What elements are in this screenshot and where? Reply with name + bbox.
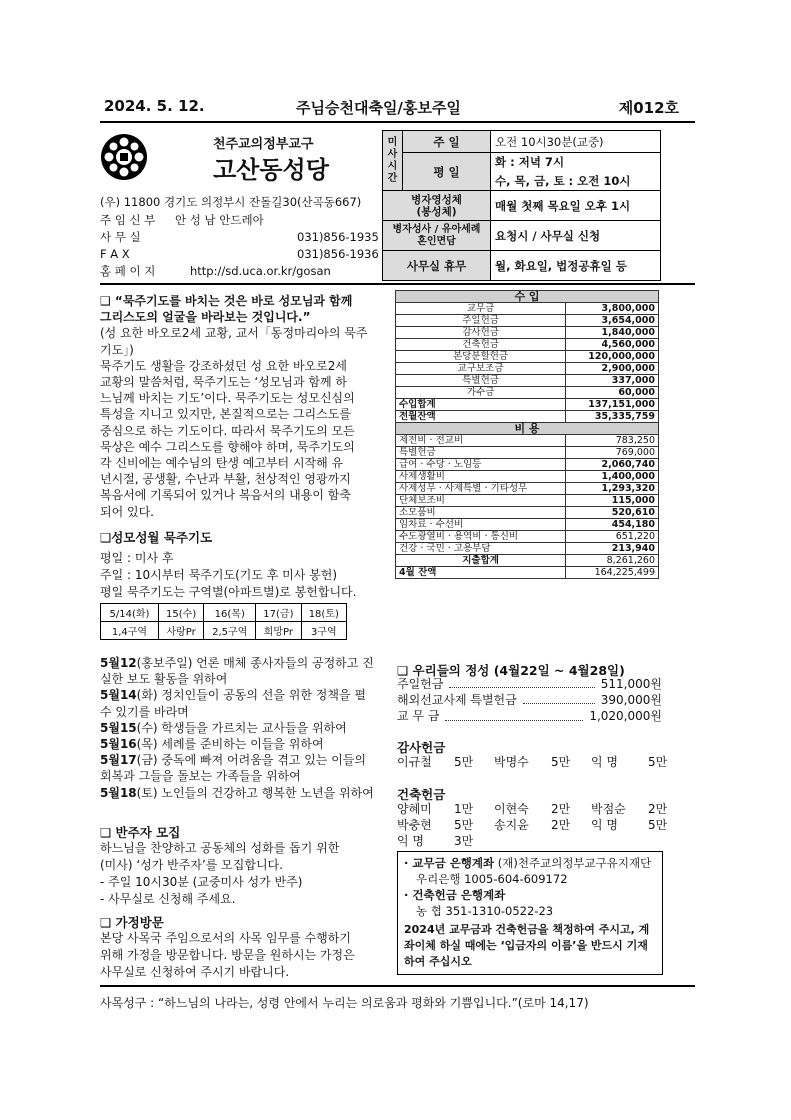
- dues-bank-holder: (재)천주교의정부교구유지재단: [494, 856, 652, 870]
- website-link[interactable]: http://sd.uca.or.kr/gosan: [190, 264, 331, 278]
- may-rosary-note: 평일 묵주기도는 구역별(아파트별)로 봉헌합니다.: [100, 585, 357, 599]
- dotted-leader: [523, 692, 595, 704]
- bulletin-header: [100, 93, 695, 123]
- expense-item: 제전비 · 전교비: [396, 435, 566, 447]
- accompanist-line-3: - 주일 10시30분 (교중미사 성가 반주): [100, 875, 303, 889]
- donor-entry: [591, 801, 688, 817]
- donor-name: 익 명: [397, 834, 424, 849]
- accompanist-line-2: (미사) ‘성가 반주자’를 모집합니다.: [100, 858, 283, 872]
- mass-times-label: 미 사 시 간: [383, 131, 403, 191]
- donor-entry: [494, 817, 591, 833]
- expense-amount: 115,000: [566, 495, 659, 507]
- bank-note-1: 2024년 교무금과 건축헌금을 책정하여 주시고, 계: [404, 923, 650, 936]
- income-amount: 2,900,000: [566, 363, 659, 375]
- expense-item: 사제생활비: [396, 471, 566, 483]
- donor-name: 송지윤: [494, 818, 529, 833]
- bank-note-2: 좌이체 하실 때에는 ‘입금자의 이름’을 반드시 기재: [404, 939, 648, 952]
- expense-amount: 651,220: [566, 531, 659, 543]
- office-phone: 031)856-1935: [297, 230, 379, 244]
- top-divider: [100, 283, 695, 285]
- expense-item: 소모품비: [396, 507, 566, 519]
- thanks-title: 감사헌금: [397, 740, 446, 755]
- income-amount: 337,000: [566, 375, 659, 387]
- dues-bank-title: · 교무금 은행계좌: [404, 856, 495, 870]
- income-total: 137,151,000: [566, 399, 659, 411]
- bottom-divider: [100, 985, 695, 987]
- donor-amount: 5만: [454, 818, 474, 833]
- donor-amount: 5만: [551, 755, 571, 769]
- intention-text: (토) 노인들의 건강하고 행복한 노년을 위하여: [136, 785, 374, 800]
- home-visit-line-3: 사무실로 신청하여 주시기 바랍니다.: [100, 965, 290, 979]
- income-item: 교구보조금: [396, 363, 566, 375]
- donor-amount: 2만: [551, 818, 571, 833]
- rosary-body-line: 되어 있다.: [100, 504, 154, 519]
- donor-entry: [591, 817, 688, 833]
- intention-text: (목) 세례를 준비하는 이들을 위하여: [136, 737, 324, 752]
- intention-date: 5월16: [100, 737, 137, 752]
- issue-number: 제012호: [618, 99, 679, 117]
- dotted-leader: [445, 708, 583, 720]
- offering-label: 교 무 금: [397, 709, 440, 724]
- intention-text: (금) 중독에 빠져 어려움을 겪고 있는 이들의: [136, 753, 366, 768]
- bank-info-box: [397, 851, 663, 975]
- intention-text: (수) 학생들을 가르치는 교사들을 위하여: [136, 720, 347, 735]
- expense-amount: 213,940: [566, 543, 659, 555]
- intention-text-cont: 회복과 그들을 돌보는 가족들을 위하여: [100, 769, 301, 784]
- offering-row: [397, 676, 662, 692]
- offering-list: [397, 676, 662, 725]
- expense-item: 임차료 · 수선비: [396, 519, 566, 531]
- donor-entry: [397, 817, 494, 833]
- rosary-body-line: 느님께 바치는 기도’이다. 묵주기도는 성모신심의: [100, 391, 355, 406]
- intention-item: [100, 736, 375, 752]
- fax-number: 031)856-1936: [297, 247, 379, 261]
- fax-label: F A X: [100, 247, 130, 261]
- may-rosary-weekday: 평일 : 미사 후: [100, 551, 174, 565]
- schedule-group: 사랑Pr: [158, 622, 203, 640]
- donor-entry: [397, 833, 494, 849]
- sacrament-label: 병자성사 / 유아세례 혼인면담: [383, 221, 491, 251]
- donor-name: 익 명: [591, 818, 618, 833]
- expense-amount: 454,180: [566, 519, 659, 531]
- office-label: 사 무 실: [100, 230, 141, 244]
- home-visit-title: ❑ 가정방문: [100, 915, 164, 930]
- finance-table: [395, 290, 659, 579]
- expense-item: 특별헌금: [396, 447, 566, 459]
- donor-row: [397, 817, 697, 833]
- diocese-logo-icon: [100, 133, 148, 181]
- donor-name: 박명수: [494, 755, 529, 769]
- income-amount: 1,840,000: [566, 327, 659, 339]
- thanks-list: [397, 754, 697, 770]
- intention-text-cont: 실한 보도 활동을 위하여: [100, 672, 228, 687]
- offering-label: 주일헌금: [397, 677, 444, 691]
- donor-entry: [397, 801, 494, 817]
- accompanist-title: ❑ 반주자 모집: [100, 825, 181, 840]
- may-rosary-title: ❑성모성월 묵주기도: [100, 530, 213, 545]
- income-amount: 3,654,000: [566, 315, 659, 327]
- sunday-time: 오전 10시30분(교중): [491, 131, 661, 153]
- donor-row: [397, 801, 697, 817]
- expense-item: 급여 · 수당 · 노임등: [396, 459, 566, 471]
- accompanist-line-4: - 사무실로 신청해 주세요.: [100, 892, 236, 906]
- schedule-group: 희망Pr: [256, 622, 301, 640]
- schedule-group: 2,5구역: [204, 622, 256, 640]
- weekday-time-tue: 화 : 저녁 7시: [491, 153, 661, 172]
- expense-amount: 520,610: [566, 507, 659, 519]
- offering-amount: 1,020,000원: [589, 709, 662, 724]
- rosary-body-line: 묵주기도 생활을 강조하셨던 성 요한 바오로2세: [100, 358, 347, 373]
- donor-row: [397, 754, 697, 770]
- donor-amount: 2만: [551, 802, 571, 816]
- income-header: 수 입: [396, 291, 659, 303]
- donor-amount: 3만: [454, 834, 474, 849]
- expense-amount: 2,060,740: [566, 459, 659, 471]
- income-item: 특별헌금: [396, 375, 566, 387]
- website-label: 홈 페 이 지: [100, 264, 156, 278]
- rosary-body-line: 복음서에 기록되어 있거나 복음서의 내용이 함축: [100, 488, 351, 503]
- home-visit-line-2: 위해 가정을 방문합니다. 방문을 원하시는 가정은: [100, 948, 355, 962]
- donor-row: [397, 833, 697, 849]
- expense-total-label: 지출합계: [396, 555, 566, 567]
- expense-item: 사제성무 · 사제특별 · 기타성무: [396, 483, 566, 495]
- expense-item: 수도광열비 · 용역비 · 통신비: [396, 531, 566, 543]
- rosary-body-line: 특성을 지니고 있지만, 본질적으로는 그리스도를: [100, 407, 351, 422]
- sacrament-info: 요청시 / 사무실 신청: [491, 221, 661, 251]
- schedule-group: 3구역: [301, 622, 346, 640]
- donor-name: 이현숙: [494, 802, 529, 816]
- dues-bank-account: 우리은행 1005-604-609172: [416, 872, 568, 886]
- intention-date: 5월15: [100, 720, 137, 735]
- donor-amount: 2만: [648, 802, 668, 816]
- rosary-body-line: 중심으로 하는 기도이다. 따라서 묵주기도의 모든: [100, 423, 355, 438]
- schedule-day: 18(토): [301, 604, 346, 622]
- bank-note-3: 하여 주십시오: [404, 955, 472, 968]
- offering-row: [397, 708, 662, 724]
- bulletin-date: 2024. 5. 12.: [104, 97, 205, 115]
- donor-amount: 1만: [454, 802, 474, 816]
- expense-header: 비 용: [396, 423, 659, 435]
- donor-name: 박충현: [397, 818, 432, 833]
- intention-item: [100, 720, 375, 736]
- rosary-schedule-table: [100, 603, 347, 640]
- bulletin-title: 주님승천대축일/홍보주일: [296, 99, 461, 117]
- rosary-title-1: ❑ “묵주기도를 바치는 것은 바로 성모님과 함께: [100, 294, 353, 308]
- accompanist-line-1: 하느님을 찬양하고 공동체의 성화를 돕기 위한: [100, 841, 340, 855]
- home-visit-line-1: 본당 사목국 주임으로서의 사목 임무를 수행하기: [100, 931, 351, 945]
- office-closed-label: 사무실 휴무: [383, 251, 491, 281]
- rosary-body-line: 교황의 말씀처럼, 묵주기도는 ‘성모님과 함께 하: [100, 375, 347, 390]
- balance-label: 4월 잔액: [396, 567, 566, 579]
- rosary-body-line: 각 신비에는 예수님의 탄생 예고부터 시작해 유: [100, 456, 344, 471]
- sick-communion-label: 병자영성체 (봉성체): [383, 191, 491, 221]
- donor-amount: 5만: [648, 818, 668, 833]
- donor-amount: 5만: [454, 755, 474, 769]
- donor-entry: [494, 754, 591, 770]
- offering-title: ❑ 우리들의 정성 (4월22일 ~ 4월28일): [397, 663, 625, 678]
- rosary-article: [100, 293, 375, 520]
- income-amount: 60,000: [566, 387, 659, 399]
- donor-name: 양혜미: [397, 802, 432, 816]
- income-item: 가수금: [396, 387, 566, 399]
- building-title: 건축헌금: [397, 787, 446, 802]
- offering-amount: 511,000원: [600, 677, 662, 691]
- building-bank-account: 농 협 351-1310-0522-23: [416, 904, 554, 918]
- prev-balance: 35,335,759: [566, 411, 659, 423]
- mass-schedule-table: [382, 130, 661, 281]
- intention-date: 5월12: [100, 656, 137, 670]
- prayer-intentions: [100, 655, 375, 801]
- rosary-body: [100, 325, 375, 519]
- church-name: 고산동성당: [213, 156, 329, 184]
- expense-amount: 1,400,000: [566, 471, 659, 483]
- pastor-name: 안 성 남 안드레아: [175, 213, 264, 227]
- intention-date: 5월14: [100, 688, 137, 703]
- church-address: (우) 11800 경기도 의정부시 잔돌길30(산곡동667): [100, 195, 362, 209]
- donor-entry: [591, 754, 688, 770]
- sick-communion-time: 매월 첫째 목요일 오후 1시: [491, 191, 661, 221]
- intention-item: [100, 785, 375, 801]
- offering-label: 해외선교사제 특별헌금: [397, 693, 517, 708]
- schedule-day: 15(수): [158, 604, 203, 622]
- expense-item: 단체보조비: [396, 495, 566, 507]
- weekday-time-wed-sat: 수, 목, 금, 토 : 오전 10시: [491, 172, 661, 191]
- intention-date: 5월17: [100, 753, 137, 768]
- schedule-day: 17(금): [256, 604, 301, 622]
- intention-date: 5월18: [100, 785, 137, 800]
- expense-item: 건강 · 국민 · 고용부담: [396, 543, 566, 555]
- pastoral-motto: 사목성구 : “하느님의 나라는, 성령 안에서 누리는 의로움과 평화와 기쁨입니다.”(로마 14,17): [100, 996, 589, 1010]
- income-item: 교무금: [396, 303, 566, 315]
- sunday-label: 주 일: [403, 131, 491, 153]
- offering-row: [397, 692, 662, 708]
- donor-entry: [397, 754, 494, 770]
- building-list: [397, 801, 697, 850]
- pastor-label: 주 임 신 부: [100, 213, 156, 227]
- intention-item: [100, 655, 375, 671]
- intention-item: [100, 752, 375, 768]
- diocese-name: 천주교의정부교구: [213, 137, 314, 152]
- donor-amount: 5만: [648, 755, 668, 769]
- office-closed-days: 월, 화요일, 법정공휴일 등: [491, 251, 661, 281]
- may-rosary-sunday: 주일 : 10시부터 묵주기도(기도 후 미사 봉헌): [100, 568, 338, 582]
- dotted-leader: [449, 676, 594, 688]
- donor-entry: [494, 801, 591, 817]
- schedule-day: 5/14(화): [101, 604, 159, 622]
- rosary-body-line: 묵상은 예수 그리스도를 향해야 하며, 묵주기도의: [100, 439, 355, 454]
- income-item: 본당분할헌금: [396, 351, 566, 363]
- income-item: 주일헌금: [396, 315, 566, 327]
- intention-text-cont: 수 있기를 바라며: [100, 704, 189, 719]
- prev-balance-label: 전월잔액: [396, 411, 566, 423]
- rosary-title-2: 그리스도의 얼굴을 바라보는 것입니다.”: [100, 310, 311, 325]
- intention-item: [100, 687, 375, 703]
- income-amount: 120,000,000: [566, 351, 659, 363]
- intention-text: (화) 정치인들이 공동의 선을 위한 정책을 펼: [136, 688, 366, 703]
- income-item: 감사헌금: [396, 327, 566, 339]
- income-amount: 3,800,000: [566, 303, 659, 315]
- building-bank-title: · 건축헌금 은행계좌: [404, 888, 506, 902]
- schedule-group: 1,4구역: [101, 622, 159, 640]
- rosary-body-line: 년시절, 공생활, 수난과 부활, 천상적인 영광까지: [100, 472, 351, 487]
- offering-amount: 390,000원: [600, 693, 662, 708]
- donor-name: 이규철: [397, 755, 432, 769]
- expense-amount: 783,250: [566, 435, 659, 447]
- donor-name: 박점순: [591, 802, 626, 816]
- balance: 164,225,499: [566, 567, 659, 579]
- rosary-body-line: (성 요한 바오로2세 교황, 교서「동정마리아의 묵주기도」): [100, 326, 368, 357]
- weekday-label: 평 일: [403, 153, 491, 191]
- expense-amount: 769,000: [566, 447, 659, 459]
- income-amount: 4,560,000: [566, 339, 659, 351]
- donor-name: 익 명: [591, 755, 618, 769]
- expense-amount: 1,293,320: [566, 483, 659, 495]
- intention-text: (홍보주일) 언론 매체 종사자들의 공정하고 진: [136, 656, 374, 670]
- income-total-label: 수입합계: [396, 399, 566, 411]
- income-item: 건축헌금: [396, 339, 566, 351]
- schedule-day: 16(목): [204, 604, 256, 622]
- expense-total: 8,261,260: [566, 555, 659, 567]
